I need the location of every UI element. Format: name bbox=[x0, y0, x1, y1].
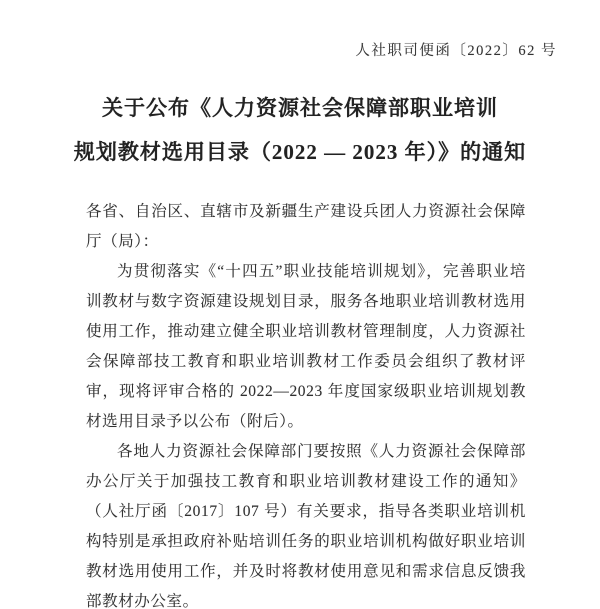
title-line-2: 规划教材选用目录（2022 — 2023 年）》的通知 bbox=[73, 140, 527, 164]
body-paragraph-2: 各地人力资源社会保障部门要按照《人力资源社会保障部办公厅关于加强技工教育和职业培训教材建设工作的通知》（人社厅函〔2017〕107 号）有关要求，指导各类职业培训机构特别是承担政府补贴培训任务的职业培训机构做好职业培训教材选用使用工作，并及时将教材使用意见和需求信息反馈我部教材办公室。 bbox=[86, 443, 526, 609]
document-body bbox=[86, 197, 526, 609]
body-paragraph-1: 为贯彻落实《“十四五”职业技能培训规划》，完善职业培训教材与数字资源建设规划目录，服务各地职业培训教材选用使用工作，推动建立健全职业培训教材管理制度，人力资源社会保障部技工教育和职业培训教材工作委员会组织了教材评审，现将评审合格的 2022—2023 年度国家级职业培训规划教材选用目录予以公布（附后）。 bbox=[86, 263, 526, 430]
document-title bbox=[0, 86, 600, 174]
doc-number: 人社职司便函〔2022〕62 号 bbox=[355, 43, 557, 59]
title-line-1: 关于公布《人力资源社会保障部职业培训 bbox=[102, 96, 498, 120]
salutation: 各省、自治区、直辖市及新疆生产建设兵团人力资源社会保障厅（局）： bbox=[86, 203, 526, 250]
